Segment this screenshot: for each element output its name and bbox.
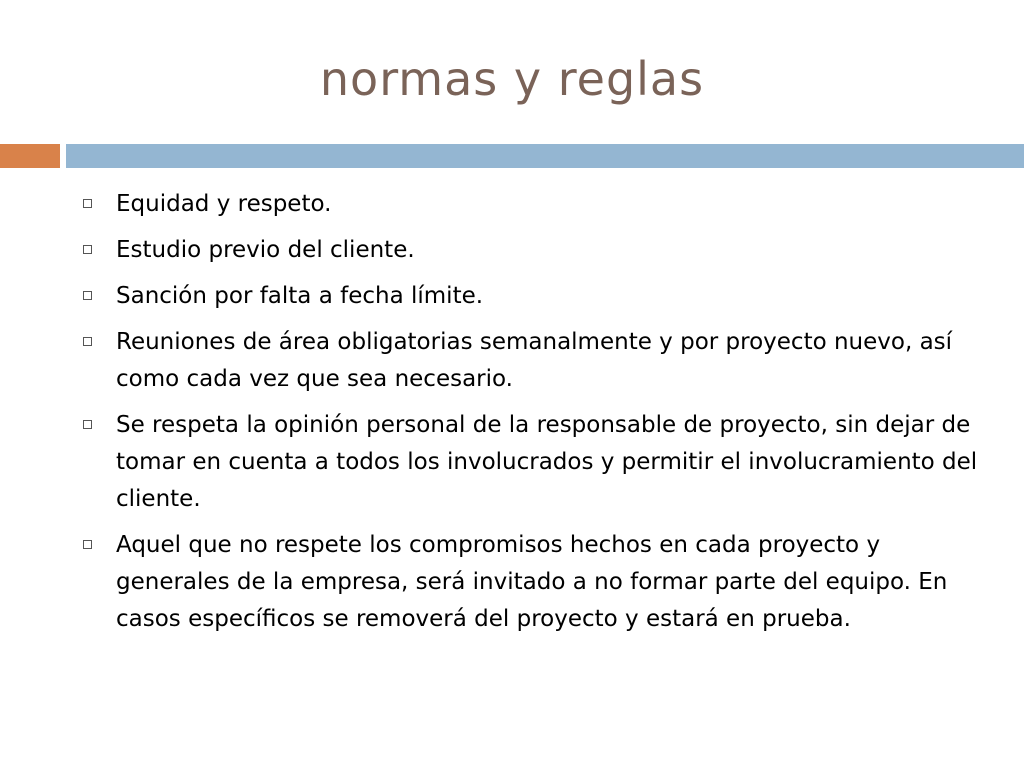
slide-title: normas y reglas — [319, 52, 705, 106]
accent-bar-right — [66, 144, 1024, 168]
bullet-text: Sanción por falta a fecha límite. — [116, 283, 484, 309]
bullet-text: Estudio previo del cliente. — [116, 237, 415, 263]
square-bullet-icon — [83, 540, 92, 549]
square-bullet-icon — [83, 199, 92, 208]
bullet-text: Reuniones de área obligatorias semanalmente y por proyecto nuevo, así como cada vez que sea necesario. — [116, 329, 953, 392]
bullet-item — [78, 407, 978, 518]
bullet-text: Aquel que no respete los compromisos hechos en cada proyecto y generales de la empresa, será invitado a no formar parte del equipo. En casos específicos se removerá del proyecto y estará en prueba. — [116, 532, 948, 632]
square-bullet-icon — [83, 291, 92, 300]
bullet-item — [78, 232, 978, 269]
bullet-text: Se respeta la opinión personal de la responsable de proyecto, sin dejar de tomar en cuenta a todos los involucrados y permitir el involucramiento del cliente. — [116, 412, 978, 512]
bullet-item — [78, 324, 978, 398]
bullet-item — [78, 527, 978, 638]
bullet-text: Equidad y respeto. — [116, 191, 332, 217]
accent-bar-left — [0, 144, 60, 168]
square-bullet-icon — [83, 420, 92, 429]
bullet-item — [78, 278, 978, 315]
square-bullet-icon — [83, 245, 92, 254]
square-bullet-icon — [83, 337, 92, 346]
bullet-item — [78, 186, 978, 223]
bullet-list — [78, 186, 978, 647]
